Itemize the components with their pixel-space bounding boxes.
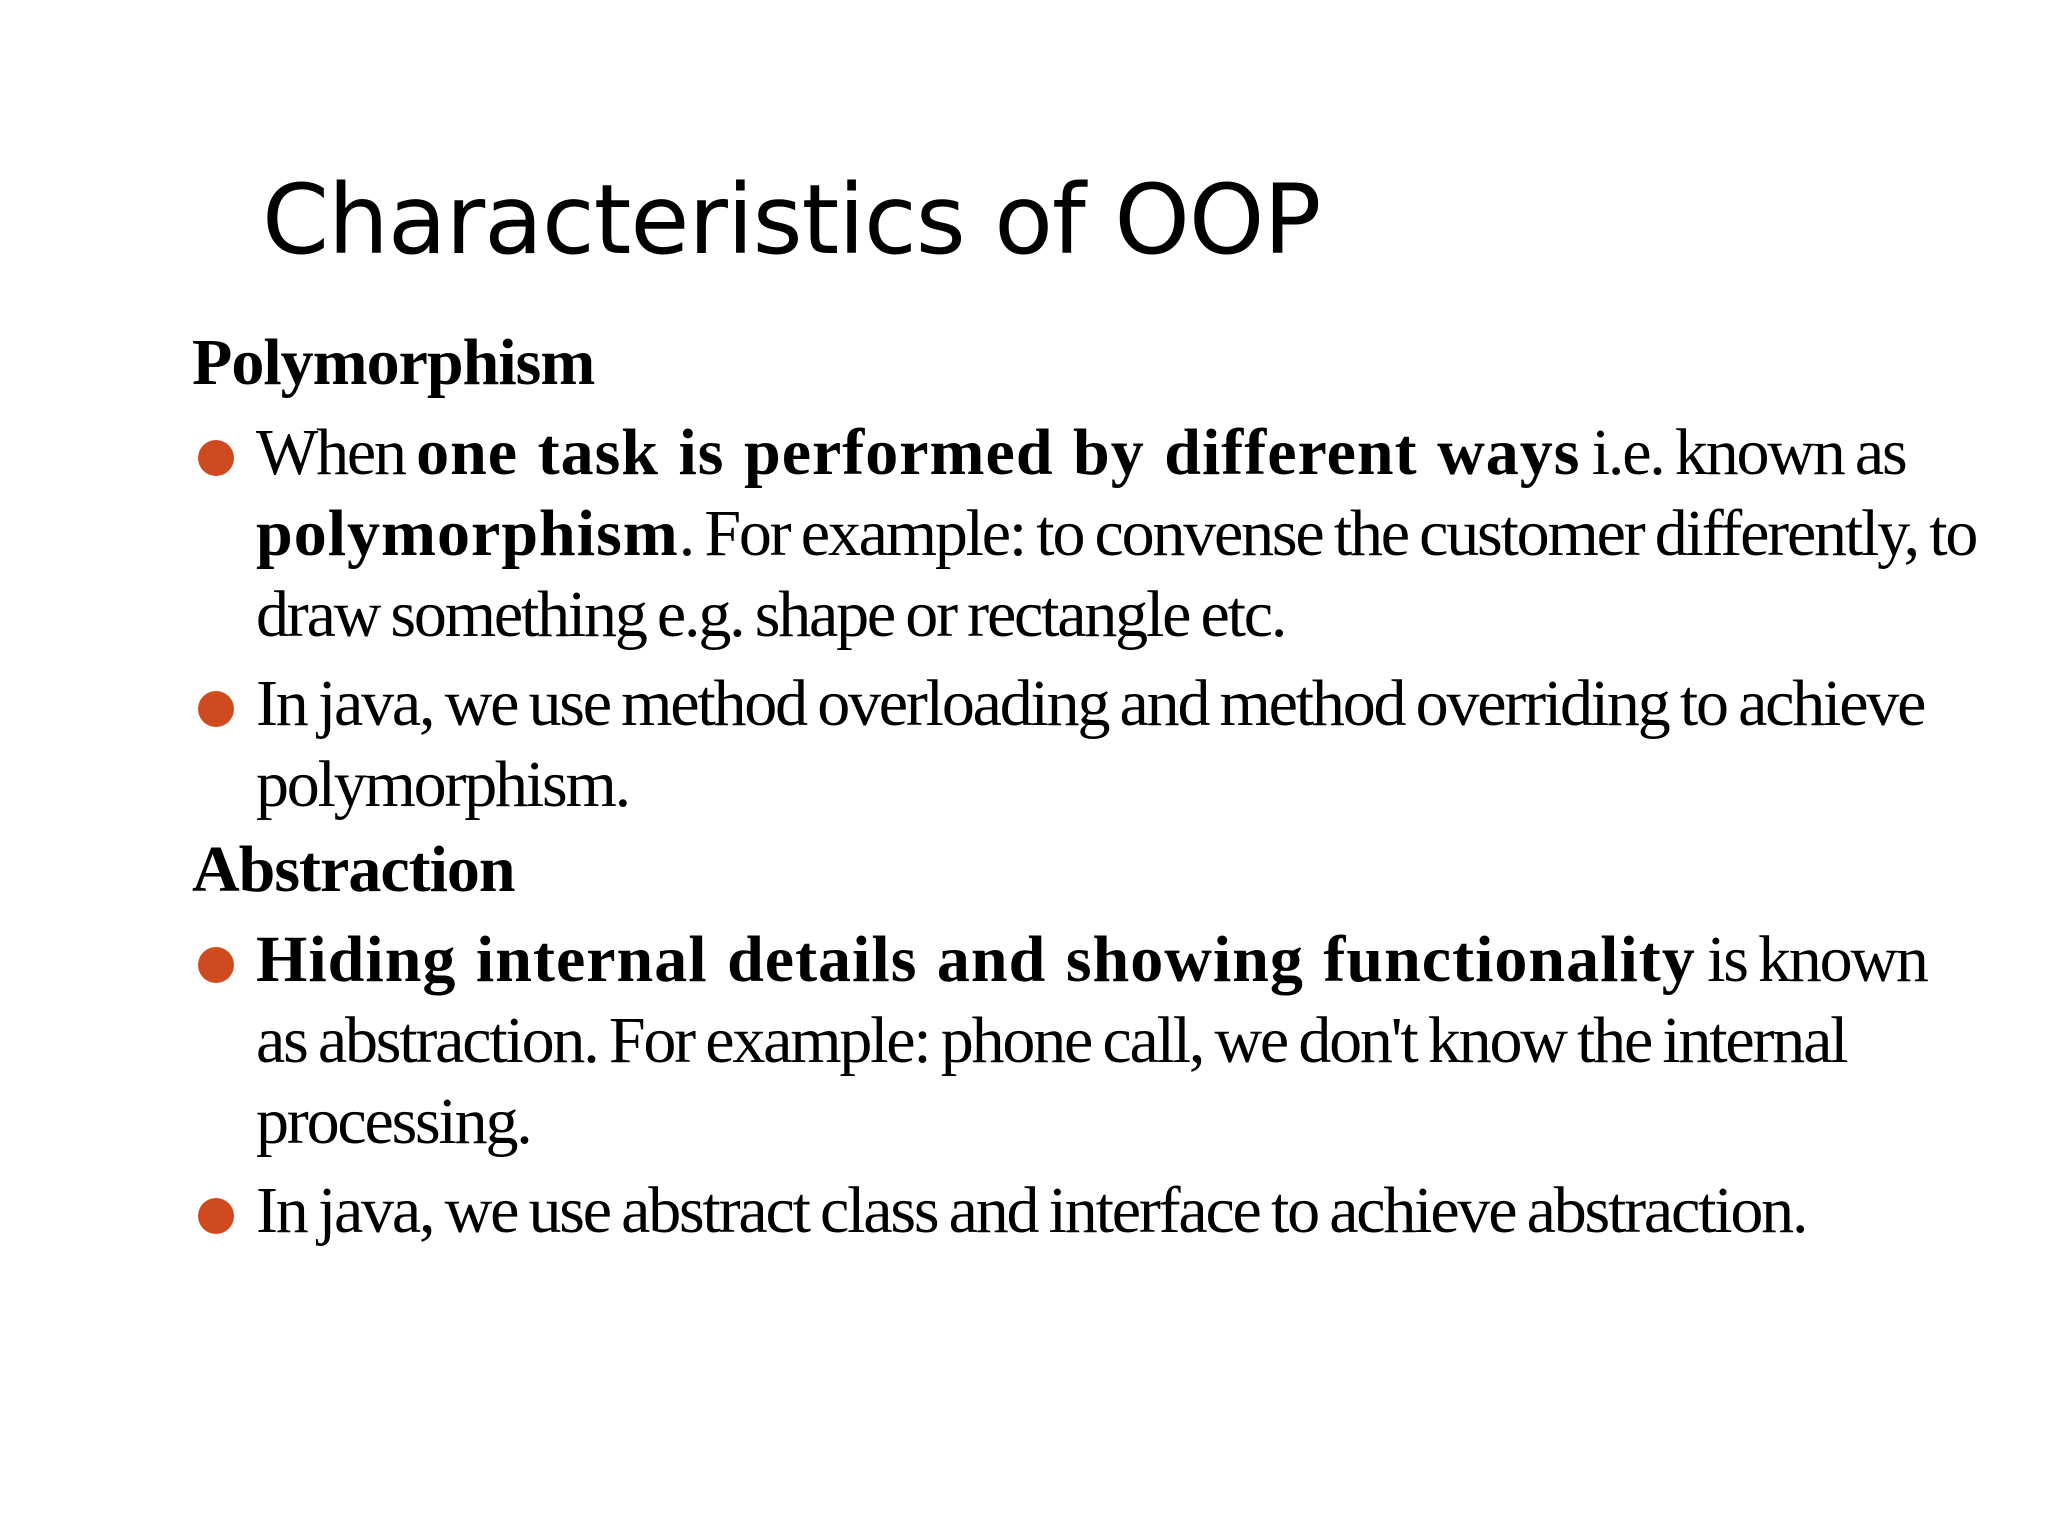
bullet-item	[192, 919, 1982, 1162]
section-heading-polymorphism: Polymorphism	[192, 326, 595, 399]
bullet-text: In java, we use method overloading and method overriding to achieve polymorphism.	[256, 667, 1925, 821]
bullet-text-part: i.e. known as	[1580, 416, 1906, 489]
bullet-bold-part: polymorphism	[256, 497, 679, 570]
section-heading-abstraction: Abstraction	[192, 833, 515, 906]
bullet-item	[192, 663, 1982, 825]
bullet-dot-icon	[198, 440, 234, 476]
bullet-list-polymorphism	[192, 412, 1982, 825]
slide-content	[192, 322, 1982, 1255]
bullet-dot-icon	[198, 691, 234, 727]
bullet-bold-part: Hiding internal details and showing functionality	[256, 923, 1696, 996]
bullet-text: In java, we use abstract class and interface to achieve abstraction.	[256, 1174, 1807, 1247]
bullet-list-abstraction	[192, 919, 1982, 1251]
slide-title: Characteristics of OOP	[262, 164, 1321, 276]
bullet-bold-part: one task is performed by different ways	[416, 416, 1581, 489]
bullet-item	[192, 1170, 1982, 1251]
bullet-text-part: is known as abstraction. For example: phone call, we don't know the internal processing.	[256, 923, 1927, 1158]
bullet-text-part: . For example: to convense the customer differently, to draw something e.g. shape or rectangle etc.	[256, 497, 1977, 651]
section-abstraction	[192, 829, 1982, 1251]
section-polymorphism	[192, 322, 1982, 825]
bullet-dot-icon	[198, 1198, 234, 1234]
bullet-dot-icon	[198, 947, 234, 983]
bullet-item	[192, 412, 1982, 655]
bullet-text-part: When	[256, 416, 417, 489]
